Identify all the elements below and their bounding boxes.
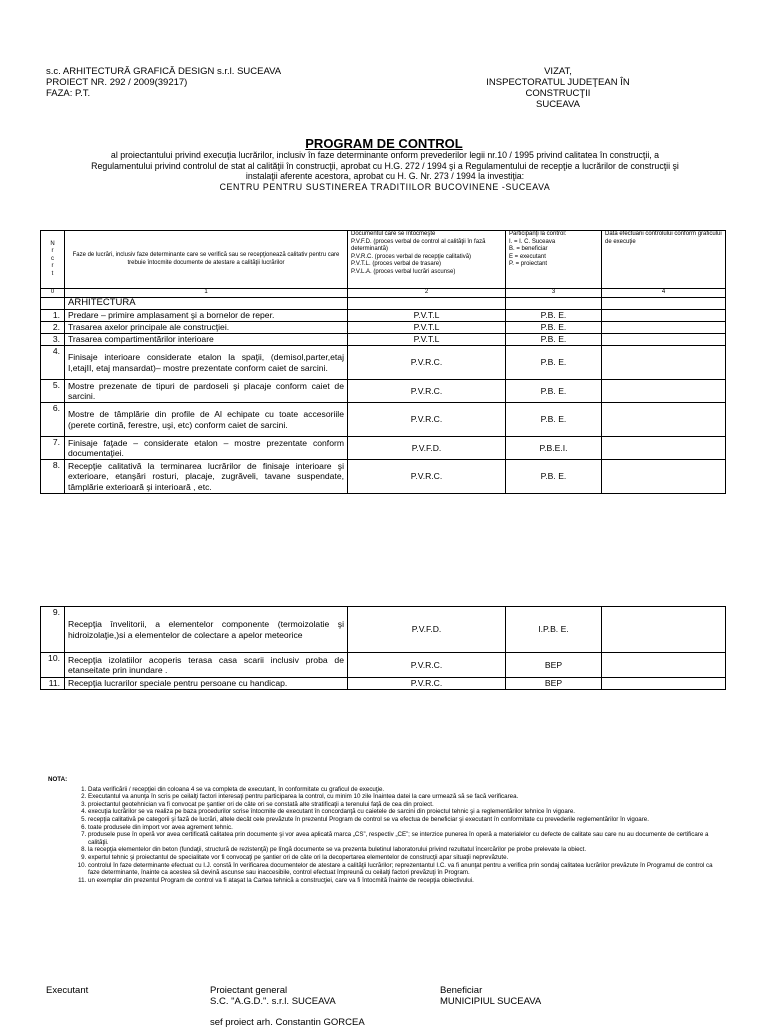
nr-letter: N [50,240,55,247]
row-document: P.V.T.L [348,310,506,322]
col-number: 4 [602,289,726,298]
row-number: 5. [41,380,65,403]
row-document: P.V.F.D. [348,437,506,460]
row-date [602,334,726,346]
table-row [41,678,726,690]
note-item: 10. controlul în faze determinante efectuat cu I.J. constă în verificarea documentelor de atestare a calităţii lucrărilor; reprezentantul I.C. va fi anunţat pentru a verifica prin sondaj calitatea lucrărilor prevăzute în Programul de control ca faze determinante, înainte ca acestea să devină ascunse sau inaccesibile, control efectuat împreună cu ceilalţi factori prevăzuţi în Program. [88,862,718,877]
row-description: Recepţie calitativă la terminarea lucrărilor de finisaje interioare şi exterioare, etanşări rosturi, placaje, zugrăveli, tavane suspendate, tâmplărie exterioară şi interioară , etc. [65,460,348,494]
table-row [41,460,726,494]
table-row [41,380,726,403]
designer-company: S.C. "A.G.D.". s.r.l. SUCEAVA [210,996,336,1007]
row-date [602,346,726,380]
table-row [41,310,726,322]
section-title: ARHITECTURĂ [65,298,348,310]
participant-code: I. = I. C. Suceava [509,238,556,245]
approval-block [470,66,646,110]
nr-letter: r [51,248,54,255]
note-item: 9. expertul tehnic şi proiectantul de specialitate vor fi convocaţi pe şantier ori de câte ori la decopertarea elementelor de construcţii apar situaţii neprevăzute. [88,854,718,862]
row-number: 6. [41,403,65,437]
executant-label: Executant [46,985,89,996]
table-row [41,403,726,437]
row-participants: P.B. E. [506,346,602,380]
documents-title: Documentul care se întocmeşte [351,231,436,237]
investment-name: CENTRU PENTRU SUSTINEREA TRADITIILOR BUCOVINENE -SUCEAVA [219,181,551,192]
column-numbers-row [41,289,726,298]
row-number: 3. [41,334,65,346]
row-description: Mostre prezenate de tipuri de pardoseli şi placaje conform caiet de sarcini. [65,380,348,403]
beneficiary-name: MUNICIPIUL SUCEAVA [440,996,542,1007]
designer-label: Proiectant general [210,985,288,996]
beneficiary-label: Beneficiar [440,985,483,996]
control-table-continued [40,606,726,690]
row-date [602,678,726,690]
row-description: Finisaje interioare considerate etalon la spaţii, (demisol,parter,etaj I,etajII, etaj mansardat)– mostre prezentate conform caiet de sarcini. [65,346,348,380]
row-participants: P.B. E. [506,380,602,403]
designer-block [210,985,365,1028]
company-block [46,66,281,99]
header-documents [348,231,506,289]
document-type: P.V.F.D. (proces verbal de control al calităţii în fază determinantă) [351,238,486,253]
participants-lines [509,239,598,269]
row-participants: BEP [506,678,602,690]
row-document: P.V.R.C. [348,380,506,403]
row-description: Trasarea axelor principale ale construcţiei. [65,322,348,334]
participant-code: E = executant [509,253,546,260]
document-type: P.V.R.C. (proces verbal de recepţie calitativă) [351,253,472,260]
designer-person: sef proiect arh. Constantin GORCEA [210,1017,365,1028]
row-number: 2. [41,322,65,334]
col-number: 0 [41,289,65,298]
nr-letter: t [51,270,54,277]
row-description: Predare – primire amplasament şi a bornelor de reper. [65,310,348,322]
row-document: P.V.R.C. [348,460,506,494]
header-date: Data efectuării controlului conform graficului de execuţie [602,231,726,289]
document-type: P.V.T.L. (proces verbal de trasare) [351,261,442,268]
notes-label: NOTA: [48,776,68,783]
row-document: P.V.T.L [348,334,506,346]
row-date [602,607,726,653]
table-row [41,437,726,460]
row-date [602,322,726,334]
row-date [602,437,726,460]
intro-line-2: Regulamentului privind controlul de stat al calităţii în construcţii, aprobat cu H.G. 272 / 1994 şi a Regulamentului de recepţie a lucrărilor de construcţii şi [91,160,679,171]
control-table [40,230,726,494]
row-date [602,460,726,494]
note-item: 1. Data verificării / recepţiei din coloana 4 se va completa de executant, în conformitate cu graficul de execuţie. [88,786,718,794]
row-document: P.V.R.C. [348,653,506,678]
row-document: P.V.R.C. [348,678,506,690]
participant-code: P. = proiectant [509,261,548,268]
row-document: P.V.R.C. [348,346,506,380]
row-date [602,310,726,322]
note-item: 8. la recepţia elementelor din beton (fundaţii, structură de rezistenţă) pe lîngă documente se va prezenta buletinul laboratorului privind rezultatul încercărilor pe probe prelevate la obiect. [88,846,718,854]
intro-line-3: instalaţii aferente acestora, aprobat cu H. G. Nr. 273 / 1994 la investiţia: [245,171,525,181]
note-item: 4. execuţia lucrărilor se va realiza pe baza procedurilor scrise întocmite de executant în concordanţă cu caietele de sarcini din proiectul tehnic şi a reglementărilor tehnice în vigoare. [88,808,718,816]
notes-block [48,776,718,884]
table-row [41,653,726,678]
row-number: 4. [41,346,65,380]
nr-letter: c [51,255,54,262]
row-description: Recepţia lucrarilor speciale pentru persoane cu handicap. [65,678,348,690]
intro-line-1: al proiectantului privind execuţia lucrărilor, inclusiv în faze determinante onform prevederilor legii nr.10 / 1995 privind calitatea în construcţii, a [110,150,660,160]
row-description: Recepţia izolatiilor acoperis terasa casa scarii inclusiv proba de etanseitate prin inundare . [65,653,348,678]
table-row [41,322,726,334]
row-participants: I.P.B. E. [506,607,602,653]
beneficiary-block [440,985,541,1007]
row-participants: P.B. E. [506,322,602,334]
project-phase: FAZA: P.T. [46,88,91,99]
row-number: 1. [41,310,65,322]
document-type: P.V.L.A. (proces verbal lucrări ascunse) [351,268,456,275]
row-participants: BEP [506,653,602,678]
row-description: Trasarea compartimentărilor interioare [65,334,348,346]
header-nr [41,231,65,289]
row-document: P.V.R.C. [348,403,506,437]
note-item: 7. produsele puse în operă vor avea certificată calitatea prin documente şi vor avea aplicată marca „CS”, respectiv „CE”; se interzice punerea în operă a materialelor cu defecte de calitate sau care nu au documente de certificare a calităţii. [88,831,718,846]
vizat-label: VIZAT, [544,66,572,77]
row-participants: P.B. E. [506,460,602,494]
note-item: 5. recepţia calitativă pe categorii şi fază de lucrări, altele decât cele prevăzute în prezentul Program de control se va efectua de beneficiar şi executant în conformitate cu prevederile reglementărilor în vigoare. [88,816,718,824]
company-name: s.c. ARHITECTURĂ GRAFICĂ DESIGN s.r.l. SUCEAVA [46,66,282,77]
row-participants: P.B.E.I. [506,437,602,460]
participants-title: Participanţi la control: [509,231,567,237]
page-title: PROGRAM DE CONTROL [305,136,463,151]
inspectorate-city: SUCEAVA [536,99,580,110]
documents-lines [351,239,502,277]
row-date [602,653,726,678]
table-row [41,346,726,380]
table-header-row [41,231,726,289]
note-item: 11. un exemplar din prezentul Program de control va fi ataşat la Cartea tehnică a construcţiei, care va fi întocmită înainte de recepţia obiectivului. [88,877,718,885]
section-row [41,298,726,310]
note-item: 6. toate produsele din import vor avea agrement tehnic. [88,824,718,832]
note-item: 3. proiectantul geotehnician va fi convocat pe şantier ori de câte ori se constată alte stratificaţii a terenului faţă de cea din proiect. [88,801,718,809]
row-number: 9. [41,607,65,653]
row-participants: P.B. E. [506,334,602,346]
row-document: P.V.F.D. [348,607,506,653]
row-date [602,380,726,403]
participant-code: B. = beneficiar [509,246,548,253]
row-participants: P.B. E. [506,310,602,322]
row-date [602,403,726,437]
row-number: 11. [41,678,65,690]
row-number: 8. [41,460,65,494]
row-document: P.V.T.L [348,322,506,334]
col-number: 1 [65,289,348,298]
row-description: Finisaje faţade – considerate etalon – mostre prezentate conform documentaţiei. [65,437,348,460]
col-number: 2 [348,289,506,298]
row-participants: P.B. E. [506,403,602,437]
col-number: 3 [506,289,602,298]
project-number: PROIECT NR. 292 / 2009(39217) [46,77,188,88]
row-number: 10. [41,653,65,678]
table-row [41,334,726,346]
header-phases: Faze de lucrări, inclusiv faze determinante care se verifică sau se recepţionează calitativ pentru care trebuie întocmite documente de atestare a calităţii lucrărilor [65,231,348,289]
row-description: Mostre de tâmplărie din profile de Al echipate cu toate accesoriile (perete cortină, ferestre, uşi, etc) conform caiet de sarcini. [65,403,348,437]
nr-letter: r [51,263,54,270]
notes-list [48,786,718,885]
intro-text [40,150,730,192]
note-item: 2. Executantul va anunţa în scris pe ceilalţi factori interesaţi pentru participarea la control, cu minim 10 zile înaintea datei la care urmează să se facă verificarea. [88,793,718,801]
row-description: Recepţia învelitorii, a elementelor componente (termoizolatie şi hidroizolaţie,)si a elementelor de colectare a apelor meteorice [65,607,348,653]
table-row [41,607,726,653]
inspectorate-name: INSPECTORATUL JUDEŢEAN ÎN CONSTRUCŢII [486,77,630,99]
header-participants [506,231,602,289]
row-number: 7. [41,437,65,460]
